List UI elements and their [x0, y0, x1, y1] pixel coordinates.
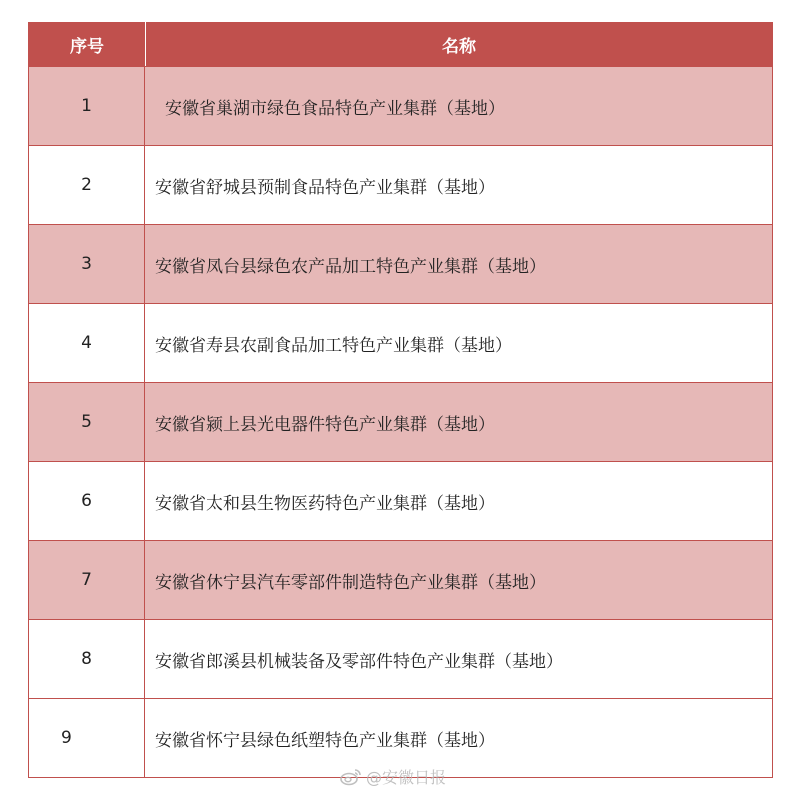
- row-name: 安徽省颍上县光电器件特色产业集群（基地）: [155, 414, 495, 435]
- table-row: [29, 540, 772, 619]
- table-row: [29, 382, 772, 461]
- header-serial-number: 序号: [70, 36, 104, 57]
- table-row: [29, 619, 772, 698]
- table-row: [29, 66, 772, 145]
- row-number: 6: [29, 462, 145, 540]
- row-number: 3: [29, 225, 145, 303]
- weibo-icon: [340, 768, 362, 786]
- row-number: 8: [29, 620, 145, 698]
- row-name: 安徽省休宁县汽车零部件制造特色产业集群（基地）: [155, 572, 546, 593]
- row-number: 4: [29, 304, 145, 382]
- row-name: 安徽省太和县生物医药特色产业集群（基地）: [155, 493, 495, 514]
- table-header: [29, 22, 772, 66]
- row-number: 9: [29, 699, 145, 777]
- table-row: [29, 145, 772, 224]
- row-name: 安徽省寿县农副食品加工特色产业集群（基地）: [155, 335, 512, 356]
- row-number: 2: [29, 146, 145, 224]
- table-row: [29, 303, 772, 382]
- row-number: 1: [29, 67, 145, 145]
- row-name: 安徽省怀宁县绿色纸塑特色产业集群（基地）: [155, 730, 495, 751]
- industry-cluster-table: [28, 22, 773, 778]
- table-row: [29, 224, 772, 303]
- row-number: 5: [29, 383, 145, 461]
- watermark-text: @安徽日报: [366, 768, 447, 787]
- row-name: 安徽省巢湖市绿色食品特色产业集群（基地）: [165, 98, 505, 119]
- header-name: 名称: [145, 22, 772, 66]
- table-row: [29, 461, 772, 540]
- row-number: 7: [29, 541, 145, 619]
- row-name: 安徽省凤台县绿色农产品加工特色产业集群（基地）: [155, 256, 546, 277]
- row-name: 安徽省舒城县预制食品特色产业集群（基地）: [155, 177, 495, 198]
- watermark: [340, 765, 446, 788]
- row-name: 安徽省郎溪县机械装备及零部件特色产业集群（基地）: [155, 651, 563, 672]
